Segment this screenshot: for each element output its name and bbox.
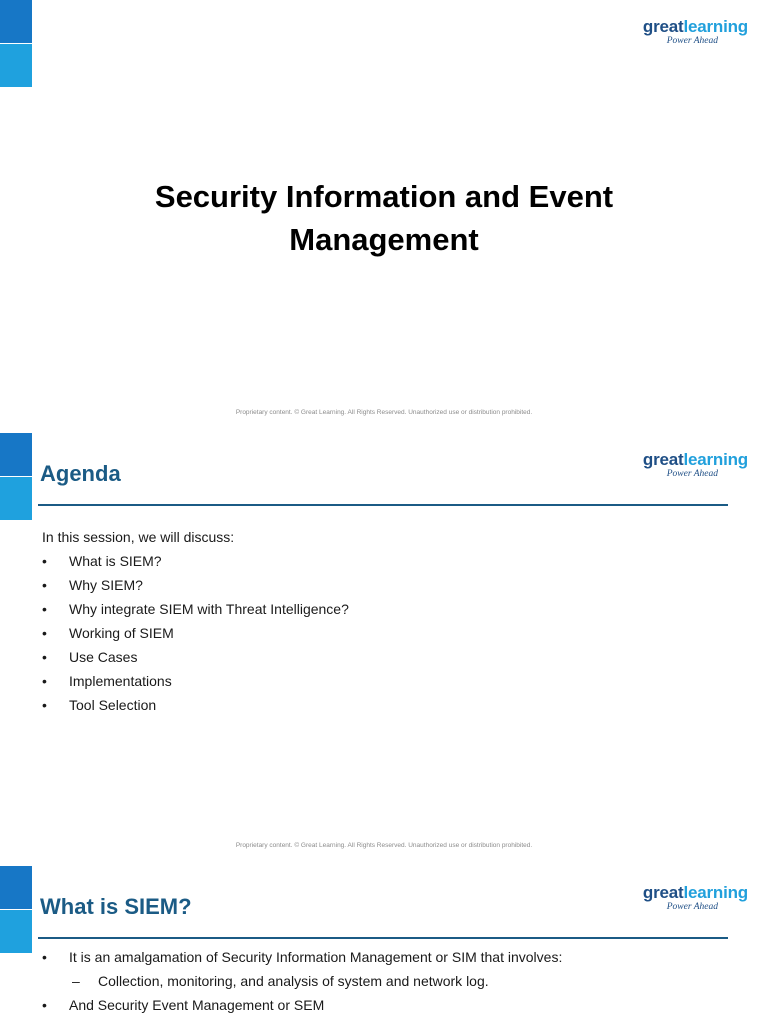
agenda-item: • Why integrate SIEM with Threat Intelligence? (42, 597, 349, 621)
accent-block-light (0, 910, 32, 953)
slide-agenda (0, 433, 768, 865)
bullet-icon: • (42, 601, 47, 617)
logo-wordmark: greatlearning (642, 17, 748, 36)
bullet-icon: • (42, 949, 47, 965)
agenda-item: • Implementations (42, 669, 349, 693)
siem-list (42, 945, 562, 1017)
siem-item: • And Security Event Management or SEM (42, 993, 562, 1017)
copyright-footer: Proprietary content. © Great Learning. All Rights Reserved. Unauthorized use or distribution prohibited. (235, 409, 533, 416)
bullet-icon: • (42, 697, 47, 713)
title-line-2: Management (289, 222, 479, 257)
bullet-icon: • (42, 997, 47, 1013)
dash-icon: – (72, 973, 80, 989)
siem-item: • It is an amalgamation of Security Information Management or SIM that involves: (42, 945, 562, 969)
slide-what-is-siem (0, 866, 768, 1024)
accent-block-light (0, 44, 32, 87)
heading-divider (38, 937, 728, 939)
logo-tagline: Power Ahead (666, 902, 718, 912)
agenda-item: • What is SIEM? (42, 549, 349, 573)
agenda-list (42, 549, 349, 717)
agenda-content (42, 525, 349, 717)
bullet-icon: • (42, 649, 47, 665)
agenda-item: • Working of SIEM (42, 621, 349, 645)
slide-title-text (0, 175, 768, 261)
greatlearning-logo (634, 18, 748, 46)
siem-subitem: – Collection, monitoring, and analysis of system and network log. (42, 969, 562, 993)
siem-content (42, 945, 562, 1017)
agenda-intro: In this session, we will discuss: (42, 529, 235, 545)
greatlearning-logo (634, 884, 748, 912)
copyright-footer: Proprietary content. © Great Learning. All Rights Reserved. Unauthorized use or distribution prohibited. (235, 842, 533, 849)
agenda-item: • Why SIEM? (42, 573, 349, 597)
corner-accent (0, 866, 32, 953)
agenda-item: • Use Cases (42, 645, 349, 669)
accent-block-light (0, 477, 32, 520)
greatlearning-logo (634, 451, 748, 479)
slide-heading: Agenda (40, 461, 121, 486)
accent-block-dark (0, 433, 32, 476)
heading-divider (38, 504, 728, 506)
slide-heading: What is SIEM? (40, 894, 192, 919)
accent-block-dark (0, 866, 32, 909)
logo-wordmark: greatlearning (642, 883, 748, 902)
title-line-1: Security Information and Event (154, 179, 614, 214)
logo-tagline: Power Ahead (666, 469, 718, 479)
slide-title (0, 0, 768, 432)
agenda-item: • Tool Selection (42, 693, 349, 717)
bullet-icon: • (42, 553, 47, 569)
corner-accent (0, 433, 32, 520)
accent-block-dark (0, 0, 32, 43)
bullet-icon: • (42, 577, 47, 593)
logo-tagline: Power Ahead (666, 36, 718, 46)
corner-accent (0, 0, 32, 87)
bullet-icon: • (42, 673, 47, 689)
logo-wordmark: greatlearning (642, 450, 748, 469)
bullet-icon: • (42, 625, 47, 641)
